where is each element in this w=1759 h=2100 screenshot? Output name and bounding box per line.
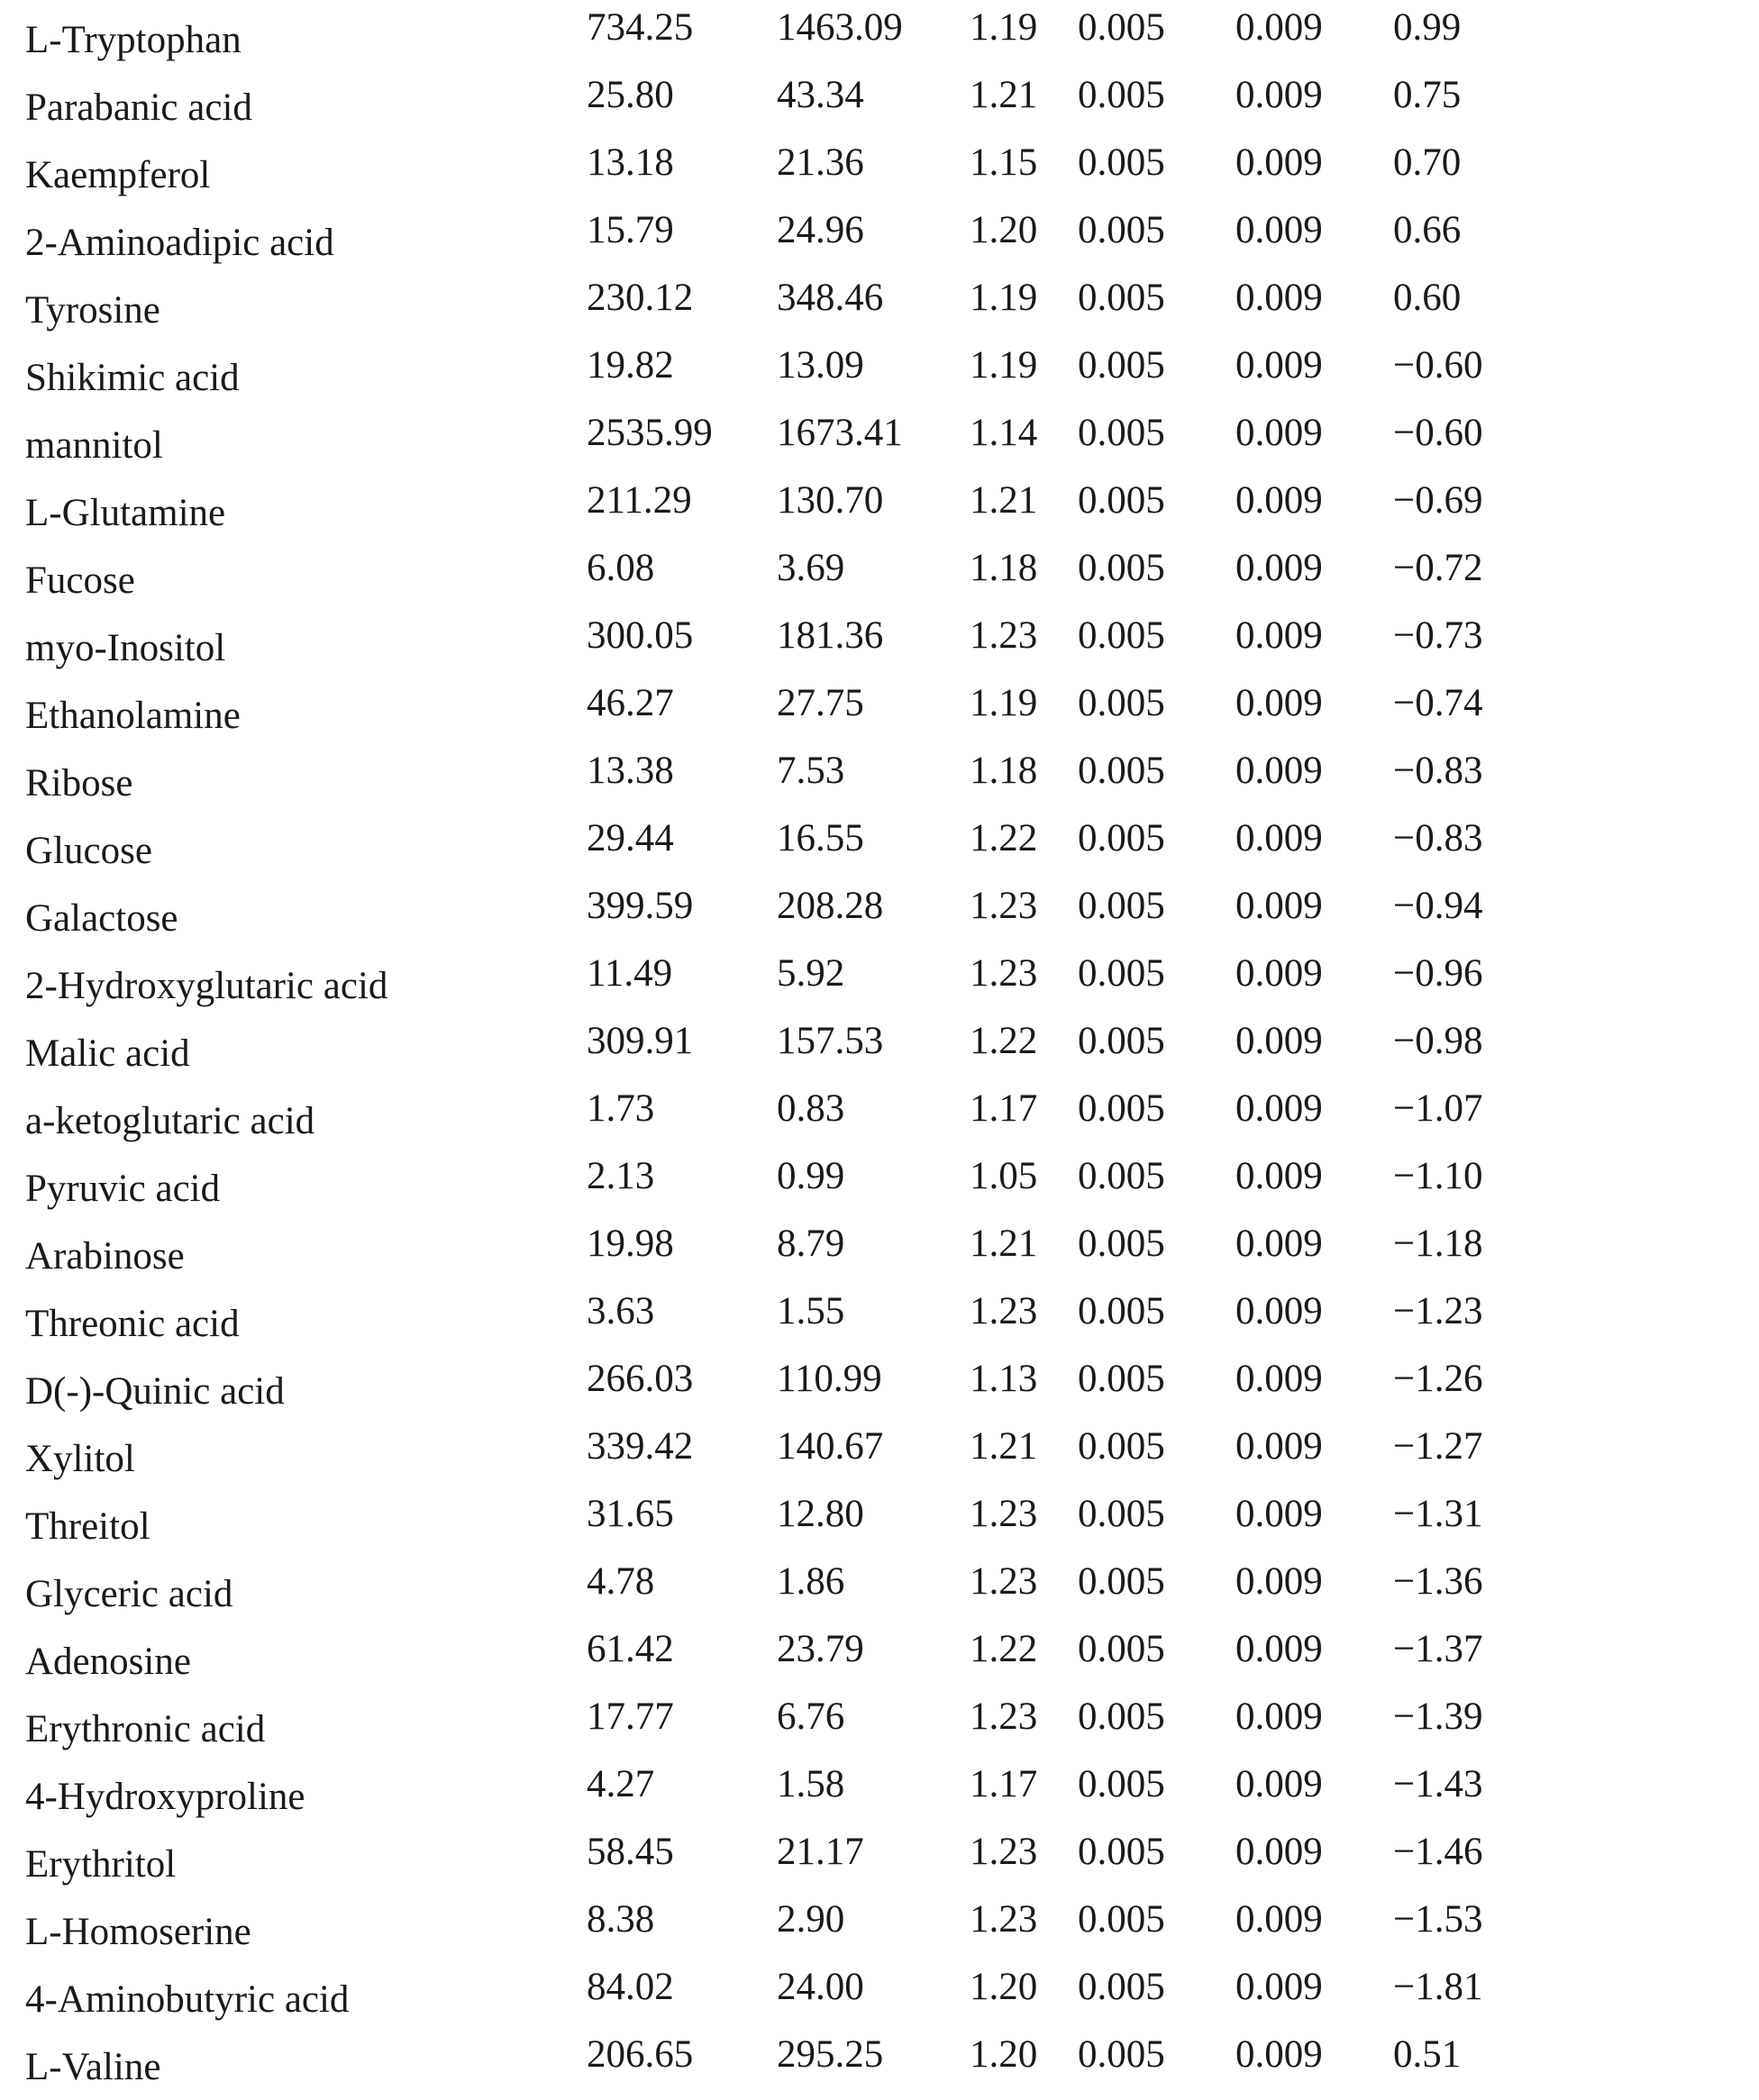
- table-row: [0, 478, 1759, 546]
- value-col-6: −0.60: [1393, 412, 1483, 454]
- metabolite-name: Malic acid: [25, 1032, 190, 1075]
- value-col-1: 29.44: [587, 817, 674, 859]
- value-col-5: 0.009: [1235, 1087, 1323, 1130]
- value-col-6: −0.72: [1393, 547, 1483, 589]
- value-col-6: 0.70: [1393, 141, 1462, 184]
- value-col-3: 1.19: [970, 344, 1038, 386]
- value-col-4: 0.005: [1078, 682, 1165, 724]
- value-col-5: 0.009: [1235, 1966, 1323, 2008]
- value-col-4: 0.005: [1078, 1763, 1165, 1805]
- table-row: [0, 816, 1759, 884]
- metabolite-name: Erythritol: [25, 1843, 177, 1886]
- value-col-3: 1.18: [970, 750, 1038, 792]
- value-col-4: 0.005: [1078, 1966, 1165, 2008]
- table-row: [0, 681, 1759, 749]
- value-col-4: 0.005: [1078, 1898, 1165, 1941]
- value-col-5: 0.009: [1235, 885, 1323, 927]
- value-col-4: 0.005: [1078, 1358, 1165, 1400]
- value-col-5: 0.009: [1235, 614, 1323, 657]
- metabolite-name: Glyceric acid: [25, 1573, 233, 1615]
- value-col-4: 0.005: [1078, 885, 1165, 927]
- value-col-4: 0.005: [1078, 614, 1165, 657]
- value-col-6: −0.69: [1393, 479, 1483, 522]
- value-col-5: 0.009: [1235, 1223, 1323, 1265]
- value-col-1: 4.78: [587, 1560, 655, 1603]
- value-col-3: 1.22: [970, 1020, 1038, 1062]
- table-row: [0, 411, 1759, 478]
- value-col-5: 0.009: [1235, 1358, 1323, 1400]
- value-col-6: 0.60: [1393, 277, 1462, 319]
- value-col-1: 230.12: [587, 277, 694, 319]
- value-col-3: 1.22: [970, 817, 1038, 859]
- value-col-5: 0.009: [1235, 479, 1323, 522]
- value-col-1: 19.98: [587, 1223, 674, 1265]
- value-col-1: 46.27: [587, 682, 674, 724]
- value-col-4: 0.005: [1078, 412, 1165, 454]
- value-col-3: 1.21: [970, 1223, 1038, 1265]
- value-col-2: 1.58: [777, 1763, 845, 1805]
- metabolite-name: Parabanic acid: [25, 86, 252, 129]
- metabolite-name: 4-Aminobutyric acid: [25, 1978, 350, 2021]
- value-col-5: 0.009: [1235, 1560, 1323, 1603]
- value-col-1: 1.73: [587, 1087, 655, 1130]
- value-col-2: 2.90: [777, 1898, 845, 1941]
- value-col-6: 0.99: [1393, 6, 1462, 49]
- value-col-1: 8.38: [587, 1898, 655, 1941]
- value-col-5: 0.009: [1235, 1155, 1323, 1197]
- value-col-4: 0.005: [1078, 1087, 1165, 1130]
- table-row: [0, 951, 1759, 1019]
- value-col-5: 0.009: [1235, 1831, 1323, 1873]
- metabolite-name: Shikimic acid: [25, 357, 240, 399]
- value-col-2: 348.46: [777, 277, 884, 319]
- value-col-1: 4.27: [587, 1763, 655, 1805]
- table-row: [0, 1559, 1759, 1627]
- metabolite-name: L-Homoserine: [25, 1911, 251, 1953]
- value-col-2: 181.36: [777, 614, 884, 657]
- value-col-2: 0.83: [777, 1087, 845, 1130]
- value-col-5: 0.009: [1235, 1020, 1323, 1062]
- value-col-4: 0.005: [1078, 141, 1165, 184]
- value-col-4: 0.005: [1078, 750, 1165, 792]
- metabolite-name: L-Glutamine: [25, 492, 226, 534]
- value-col-5: 0.009: [1235, 277, 1323, 319]
- table-row: [0, 614, 1759, 681]
- value-col-1: 211.29: [587, 479, 692, 522]
- value-col-1: 15.79: [587, 209, 674, 251]
- value-col-2: 13.09: [777, 344, 864, 386]
- value-col-5: 0.009: [1235, 750, 1323, 792]
- table-row: [0, 1762, 1759, 1830]
- value-col-1: 25.80: [587, 74, 674, 116]
- table-row: [0, 1154, 1759, 1222]
- metabolite-name: L-Valine: [25, 2046, 161, 2088]
- table-row: [0, 208, 1759, 276]
- value-col-2: 157.53: [777, 1020, 884, 1062]
- metabolite-name: Threitol: [25, 1505, 150, 1548]
- value-col-6: 0.75: [1393, 74, 1462, 116]
- value-col-6: −0.60: [1393, 344, 1483, 386]
- value-col-3: 1.22: [970, 1628, 1038, 1670]
- value-col-2: 1463.09: [777, 6, 903, 49]
- metabolite-name: Ethanolamine: [25, 695, 241, 737]
- value-col-1: 734.25: [587, 6, 694, 49]
- table-row: [0, 1086, 1759, 1154]
- value-col-4: 0.005: [1078, 1223, 1165, 1265]
- metabolite-name: Xylitol: [25, 1438, 135, 1480]
- value-col-1: 61.42: [587, 1628, 674, 1670]
- value-col-2: 8.79: [777, 1223, 845, 1265]
- value-col-4: 0.005: [1078, 277, 1165, 319]
- value-col-1: 266.03: [587, 1358, 694, 1400]
- value-col-3: 1.19: [970, 6, 1038, 49]
- value-col-5: 0.009: [1235, 141, 1323, 184]
- value-col-4: 0.005: [1078, 74, 1165, 116]
- value-col-1: 13.18: [587, 141, 674, 184]
- metabolite-name: myo-Inositol: [25, 627, 226, 669]
- value-col-1: 2535.99: [587, 412, 713, 454]
- value-col-5: 0.009: [1235, 412, 1323, 454]
- value-col-1: 84.02: [587, 1966, 674, 2008]
- value-col-4: 0.005: [1078, 1831, 1165, 1873]
- value-col-6: 0.51: [1393, 2033, 1462, 2076]
- value-col-1: 206.65: [587, 2033, 694, 2076]
- table-row: [0, 1019, 1759, 1086]
- value-col-4: 0.005: [1078, 547, 1165, 589]
- value-col-4: 0.005: [1078, 344, 1165, 386]
- value-col-6: −1.10: [1393, 1155, 1483, 1197]
- value-col-6: −1.43: [1393, 1763, 1483, 1805]
- value-col-5: 0.009: [1235, 74, 1323, 116]
- metabolite-name: a-ketoglutaric acid: [25, 1100, 315, 1142]
- value-col-3: 1.17: [970, 1087, 1038, 1130]
- table-row: [0, 276, 1759, 343]
- value-col-3: 1.18: [970, 547, 1038, 589]
- value-col-2: 110.99: [777, 1358, 882, 1400]
- value-col-2: 12.80: [777, 1493, 864, 1535]
- value-col-3: 1.23: [970, 952, 1038, 995]
- value-col-6: −1.26: [1393, 1358, 1483, 1400]
- value-col-4: 0.005: [1078, 1290, 1165, 1332]
- table-row: [0, 5, 1759, 73]
- metabolite-name: Galactose: [25, 897, 178, 940]
- value-col-4: 0.005: [1078, 1020, 1165, 1062]
- value-col-3: 1.20: [970, 2033, 1038, 2076]
- value-col-6: −0.94: [1393, 885, 1483, 927]
- metabolite-name: Pyruvic acid: [25, 1168, 221, 1210]
- value-col-1: 399.59: [587, 885, 694, 927]
- value-col-3: 1.05: [970, 1155, 1038, 1197]
- table-row: [0, 1965, 1759, 2032]
- value-col-6: −0.83: [1393, 750, 1483, 792]
- value-col-6: −1.18: [1393, 1223, 1483, 1265]
- value-col-3: 1.23: [970, 1493, 1038, 1535]
- value-col-3: 1.15: [970, 141, 1038, 184]
- value-col-3: 1.23: [970, 614, 1038, 657]
- value-col-5: 0.009: [1235, 1493, 1323, 1535]
- value-col-2: 1673.41: [777, 412, 903, 454]
- value-col-5: 0.009: [1235, 6, 1323, 49]
- value-col-4: 0.005: [1078, 817, 1165, 859]
- value-col-3: 1.23: [970, 1831, 1038, 1873]
- metabolite-name: Threonic acid: [25, 1303, 240, 1345]
- table-row: [0, 343, 1759, 411]
- table-row: [0, 1627, 1759, 1695]
- metabolite-name: Fucose: [25, 559, 135, 602]
- value-col-2: 0.99: [777, 1155, 845, 1197]
- metabolite-name: mannitol: [25, 424, 163, 467]
- table-row: [0, 1492, 1759, 1559]
- value-col-1: 17.77: [587, 1695, 674, 1738]
- value-col-2: 16.55: [777, 817, 864, 859]
- value-col-5: 0.009: [1235, 952, 1323, 995]
- value-col-5: 0.009: [1235, 209, 1323, 251]
- value-col-5: 0.009: [1235, 1290, 1323, 1332]
- value-col-1: 19.82: [587, 344, 674, 386]
- metabolite-name: Tyrosine: [25, 289, 160, 332]
- table-row: [0, 73, 1759, 141]
- table-row: [0, 1289, 1759, 1357]
- value-col-6: −1.37: [1393, 1628, 1483, 1670]
- value-col-3: 1.23: [970, 1898, 1038, 1941]
- value-col-2: 24.00: [777, 1966, 864, 2008]
- value-col-6: −1.81: [1393, 1966, 1483, 2008]
- metabolite-name: Adenosine: [25, 1641, 191, 1683]
- value-col-4: 0.005: [1078, 1155, 1165, 1197]
- value-col-6: −1.07: [1393, 1087, 1483, 1130]
- value-col-6: −1.31: [1393, 1493, 1483, 1535]
- value-col-2: 208.28: [777, 885, 884, 927]
- value-col-1: 3.63: [587, 1290, 655, 1332]
- value-col-2: 27.75: [777, 682, 864, 724]
- value-col-5: 0.009: [1235, 344, 1323, 386]
- table-row: [0, 884, 1759, 951]
- value-col-3: 1.21: [970, 479, 1038, 522]
- value-col-4: 0.005: [1078, 209, 1165, 251]
- value-col-3: 1.20: [970, 1966, 1038, 2008]
- value-col-4: 0.005: [1078, 1493, 1165, 1535]
- table-row: [0, 1357, 1759, 1424]
- metabolite-name: D(-)-Quinic acid: [25, 1370, 285, 1413]
- metabolite-name: Erythronic acid: [25, 1708, 266, 1750]
- table-row: [0, 1897, 1759, 1965]
- value-col-4: 0.005: [1078, 1560, 1165, 1603]
- value-col-4: 0.005: [1078, 479, 1165, 522]
- value-col-6: −1.36: [1393, 1560, 1483, 1603]
- table-row: [0, 1830, 1759, 1897]
- value-col-1: 339.42: [587, 1425, 694, 1468]
- value-col-2: 130.70: [777, 479, 884, 522]
- metabolite-name: Glucose: [25, 830, 152, 872]
- value-col-3: 1.19: [970, 277, 1038, 319]
- value-col-6: −0.98: [1393, 1020, 1483, 1062]
- value-col-1: 31.65: [587, 1493, 674, 1535]
- value-col-5: 0.009: [1235, 682, 1323, 724]
- value-col-2: 21.17: [777, 1831, 864, 1873]
- value-col-5: 0.009: [1235, 547, 1323, 589]
- table-row: [0, 1222, 1759, 1289]
- value-col-6: −1.39: [1393, 1695, 1483, 1738]
- value-col-2: 140.67: [777, 1425, 884, 1468]
- table-row: [0, 1424, 1759, 1492]
- metabolite-name: 4-Hydroxyproline: [25, 1776, 305, 1818]
- value-col-3: 1.17: [970, 1763, 1038, 1805]
- metabolite-name: Arabinose: [25, 1235, 185, 1277]
- value-col-6: −1.46: [1393, 1831, 1483, 1873]
- value-col-1: 309.91: [587, 1020, 694, 1062]
- value-col-6: −1.53: [1393, 1898, 1483, 1941]
- value-col-5: 0.009: [1235, 817, 1323, 859]
- value-col-2: 24.96: [777, 209, 864, 251]
- value-col-4: 0.005: [1078, 1425, 1165, 1468]
- value-col-1: 58.45: [587, 1831, 674, 1873]
- table-row: [0, 2032, 1759, 2100]
- value-col-1: 6.08: [587, 547, 655, 589]
- value-col-5: 0.009: [1235, 1763, 1323, 1805]
- table-row: [0, 1695, 1759, 1762]
- metabolite-name: Ribose: [25, 762, 133, 805]
- value-col-3: 1.23: [970, 885, 1038, 927]
- value-col-1: 300.05: [587, 614, 694, 657]
- value-col-2: 5.92: [777, 952, 845, 995]
- value-col-1: 13.38: [587, 750, 674, 792]
- value-col-2: 1.86: [777, 1560, 845, 1603]
- value-col-5: 0.009: [1235, 1628, 1323, 1670]
- value-col-3: 1.23: [970, 1695, 1038, 1738]
- value-col-4: 0.005: [1078, 2033, 1165, 2076]
- table-row: [0, 546, 1759, 614]
- value-col-5: 0.009: [1235, 1425, 1323, 1468]
- value-col-2: 3.69: [777, 547, 845, 589]
- value-col-6: −0.96: [1393, 952, 1483, 995]
- value-col-4: 0.005: [1078, 952, 1165, 995]
- value-col-5: 0.009: [1235, 1695, 1323, 1738]
- value-col-5: 0.009: [1235, 1898, 1323, 1941]
- value-col-6: −0.74: [1393, 682, 1483, 724]
- value-col-3: 1.21: [970, 1425, 1038, 1468]
- metabolite-name: Kaempferol: [25, 154, 211, 196]
- value-col-2: 6.76: [777, 1695, 845, 1738]
- value-col-2: 23.79: [777, 1628, 864, 1670]
- value-col-3: 1.23: [970, 1290, 1038, 1332]
- value-col-2: 1.55: [777, 1290, 845, 1332]
- value-col-1: 2.13: [587, 1155, 655, 1197]
- value-col-6: −1.27: [1393, 1425, 1483, 1468]
- value-col-4: 0.005: [1078, 1695, 1165, 1738]
- value-col-5: 0.009: [1235, 2033, 1323, 2076]
- value-col-3: 1.13: [970, 1358, 1038, 1400]
- value-col-6: −0.73: [1393, 614, 1483, 657]
- value-col-1: 11.49: [587, 952, 673, 995]
- value-col-6: −1.23: [1393, 1290, 1483, 1332]
- value-col-2: 7.53: [777, 750, 845, 792]
- value-col-3: 1.23: [970, 1560, 1038, 1603]
- value-col-3: 1.20: [970, 209, 1038, 251]
- value-col-2: 21.36: [777, 141, 864, 184]
- metabolite-name: L-Tryptophan: [25, 19, 242, 61]
- table-row: [0, 749, 1759, 816]
- value-col-3: 1.14: [970, 412, 1038, 454]
- value-col-6: −0.83: [1393, 817, 1483, 859]
- value-col-4: 0.005: [1078, 1628, 1165, 1670]
- metabolite-name: 2-Aminoadipic acid: [25, 222, 334, 264]
- value-col-3: 1.21: [970, 74, 1038, 116]
- value-col-4: 0.005: [1078, 6, 1165, 49]
- value-col-2: 295.25: [777, 2033, 884, 2076]
- metabolite-name: 2-Hydroxyglutaric acid: [25, 965, 388, 1007]
- value-col-2: 43.34: [777, 74, 864, 116]
- value-col-3: 1.19: [970, 682, 1038, 724]
- value-col-6: 0.66: [1393, 209, 1462, 251]
- table-row: [0, 141, 1759, 208]
